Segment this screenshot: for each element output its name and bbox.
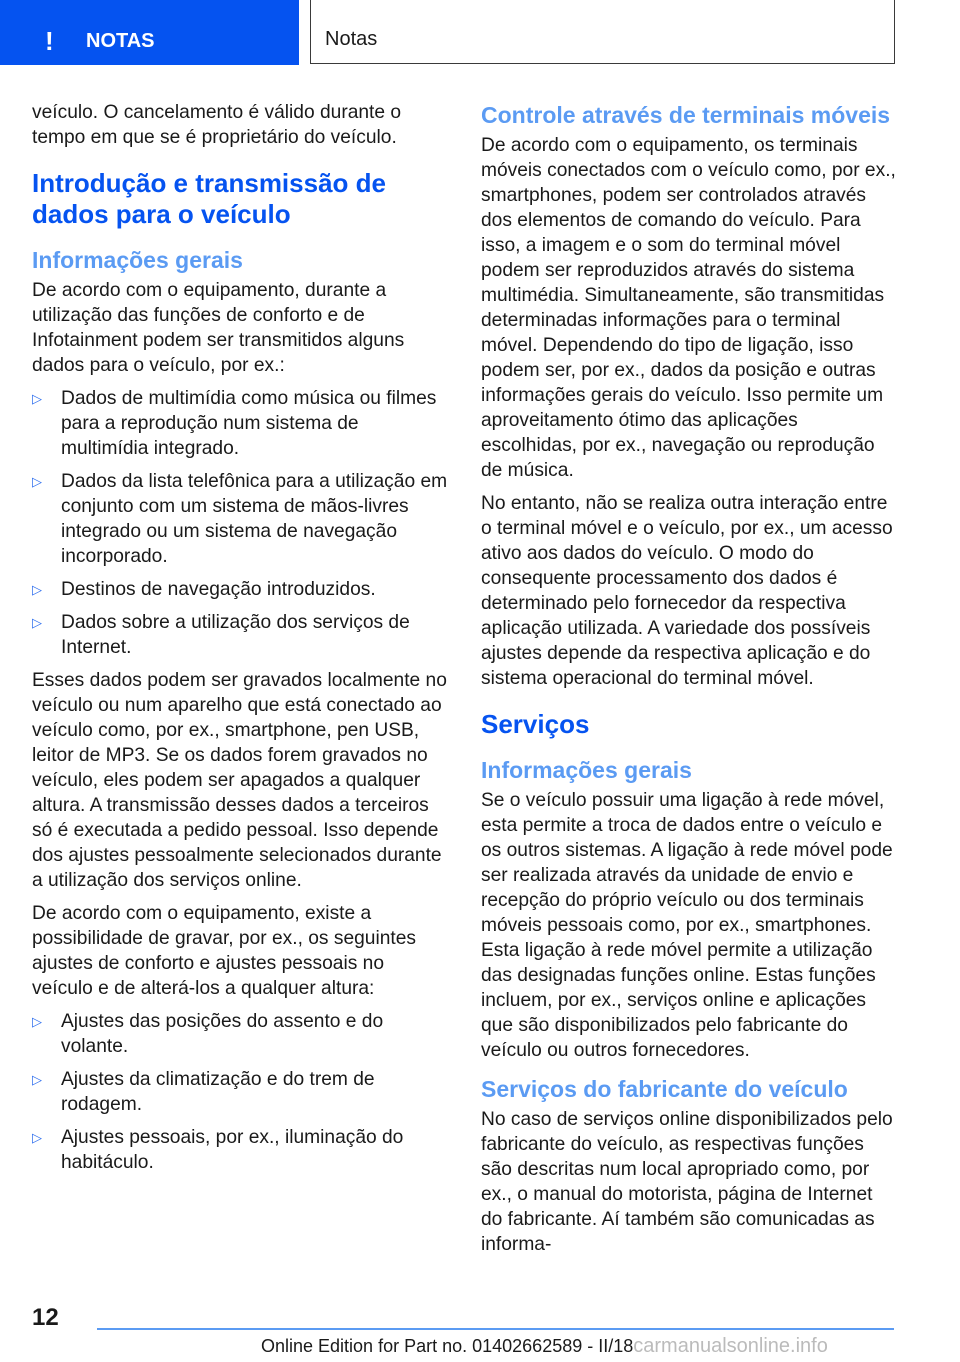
bullet-list	[32, 1009, 450, 1175]
paragraph: No entanto, não se realiza outra interação entre o terminal móvel e o veículo, por ex., um acesso ativo aos dados do veículo. O modo do consequente processamento dos dados é determinado pelo fornecedor da respectiva aplicação utilizada. A variedade dos possíveis ajustes depende da respectiva aplicação e do sistema operacional do terminal móvel.	[481, 493, 893, 689]
triangle-bullet-icon: ▷	[32, 391, 42, 406]
left-column	[32, 100, 450, 1183]
subsection-title: Informações gerais	[481, 757, 692, 783]
chapter-tab	[0, 0, 299, 65]
triangle-bullet-icon: ▷	[32, 1130, 42, 1145]
footer	[261, 1335, 828, 1358]
edition-text: Online Edition for Part no. 01402662589 - II/18	[261, 1336, 634, 1356]
list-item	[32, 577, 450, 602]
list-item-text: Ajustes das posições do assento e do volante.	[61, 1011, 384, 1057]
watermark: carmanualsonline.info	[633, 1335, 828, 1357]
list-item-text: Dados da lista telefônica para a utilização em conjunto com um sistema de mãos-livres integrado ou um sistema de navegação incorporado.	[61, 471, 448, 567]
subsection-title: Informações gerais	[32, 247, 243, 273]
paragraph: De acordo com o equipamento, os terminais móveis conectados com o veículo como, por ex., smartphones, podem ser controlados através dos elementos de comando do veículo. Para isso, a imagem e o som do terminal móvel podem ser reproduzidos através do sistema multimédia. Simultaneamente, são transmitidas determinadas informações para o terminal móvel. Dependendo do tipo de ligação, isso podem ser, por ex., dados da posição e outras informações gerais do veículo. Isso permite um aproveitamento ótimo das aplicações escolhidas, por ex., navegação ou reprodução de música.	[481, 135, 896, 481]
page-number: 12	[32, 1304, 59, 1331]
triangle-bullet-icon: ▷	[32, 1072, 42, 1087]
list-item-text: Ajustes pessoais, por ex., iluminação do habitáculo.	[61, 1127, 404, 1173]
paragraph: Se o veículo possuir uma ligação à rede móvel, esta permite a troca de dados entre o veículo e os outros sistemas. A ligação à rede móvel pode ser realizada através da unidade de envio e recepção do próprio veículo ou dos terminais móveis pessoais como, por ex., smartphones. Esta ligação à rede móvel permite a utilização das designadas funções online. Estas funções incluem, por ex., serviços online e aplicações que são disponibilizados pelo fabricante do veículo ou outros fornecedores.	[481, 790, 893, 1061]
chapter-tab-label: NOTAS	[86, 30, 155, 52]
list-item-text: Ajustes da climatização e do trem de rodagem.	[61, 1069, 375, 1115]
section-title: Introdução e transmissão de dados para o veículo	[32, 168, 386, 229]
intro-paragraph: veículo. O cancelamento é válido durante o tempo em que se é proprietário do veículo.	[32, 102, 402, 148]
triangle-bullet-icon: ▷	[32, 582, 42, 597]
right-column	[481, 101, 899, 1265]
paragraph: De acordo com o equipamento, existe a possibilidade de gravar, por ex., os seguintes ajustes de conforto e ajustes pessoais no veículo e de alterá-los a qualquer altura:	[32, 903, 416, 999]
list-item-text: Dados sobre a utilização dos serviços de Internet.	[61, 612, 410, 658]
list-item	[32, 469, 450, 569]
section-header-label: Notas	[325, 28, 378, 50]
subsection-title: Serviços do fabricante do veículo	[481, 1076, 848, 1102]
paragraph: De acordo com o equipamento, durante a utilização das funções de conforto e de Infotainment podem ser transmitidos alguns dados para o veículo, por ex.:	[32, 280, 405, 376]
paragraph: Esses dados podem ser gravados localmente no veículo ou num aparelho que está conectado ao veículo como, por ex., smartphone, pen USB, leitor de MP3. Se os dados forem gravados no veículo, eles podem ser apagados a qualquer altura. A transmissão desses dados a terceiros só é executada a pedido pessoal. Isso depende dos ajustes pessoalmente selecionados durante a utilização dos serviços online.	[32, 670, 447, 891]
footer-divider	[97, 1328, 894, 1330]
list-item	[32, 386, 450, 461]
subsection-title: Controle através de terminais móveis	[481, 102, 891, 128]
triangle-bullet-icon: ▷	[32, 474, 42, 489]
section-header-box	[310, 0, 895, 64]
paragraph: No caso de serviços online disponibilizados pelo fabricante do veículo, as respectivas funções são descritas num local apropriado como, por ex., o manual do motorista, página de Internet do fabricante. Aí também são comunicadas as informa-	[481, 1109, 893, 1255]
list-item	[32, 1067, 450, 1117]
triangle-bullet-icon: ▷	[32, 615, 42, 630]
list-item-text: Destinos de navegação introduzidos.	[61, 579, 376, 600]
list-item	[32, 1125, 450, 1175]
section-title: Serviços	[481, 709, 590, 739]
bullet-list	[32, 386, 450, 660]
list-item	[32, 1009, 450, 1059]
list-item-text: Dados de multimídia como música ou filmes para a reprodução num sistema de multimídia integrado.	[61, 388, 437, 459]
exclamation-icon: !	[45, 26, 54, 56]
triangle-bullet-icon: ▷	[32, 1014, 42, 1029]
list-item	[32, 610, 450, 660]
